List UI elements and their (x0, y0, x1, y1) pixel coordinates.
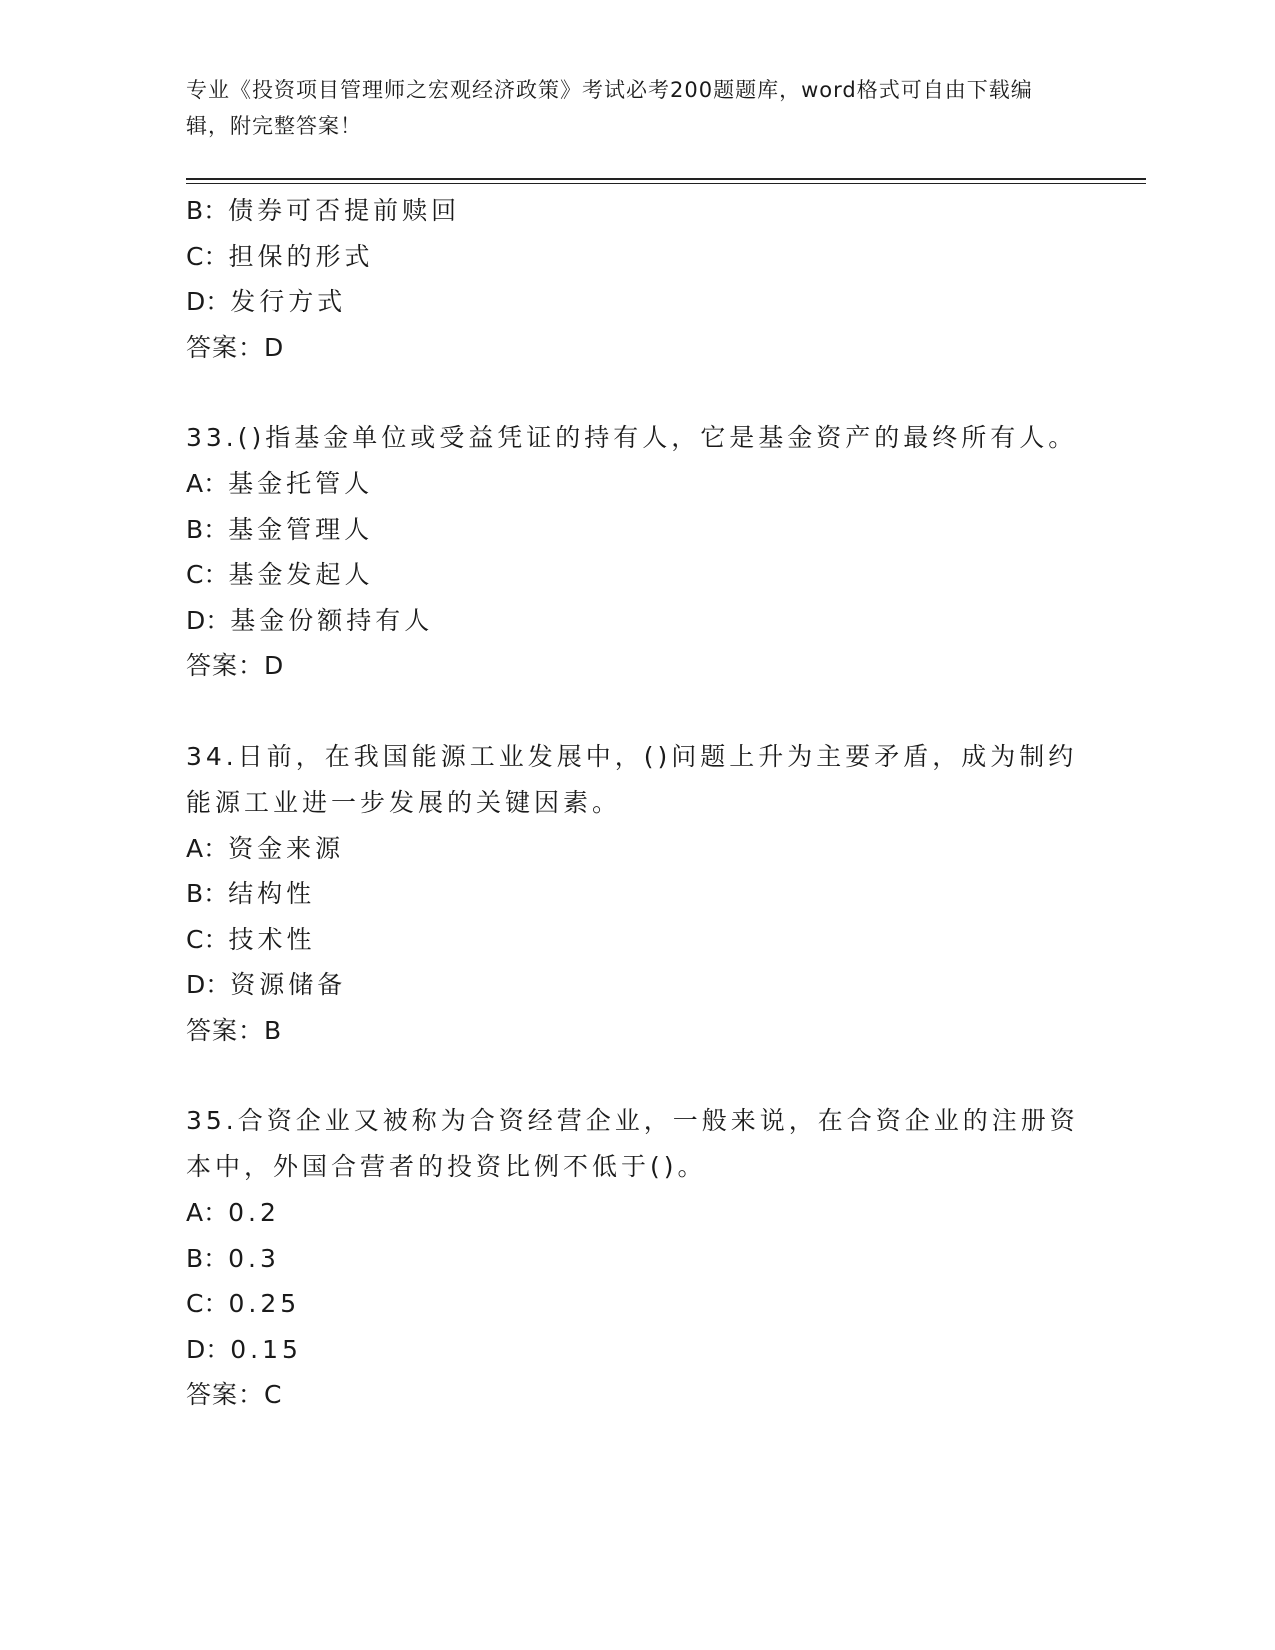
option-key: C： (186, 924, 229, 954)
option-text: 基金管理人 (228, 514, 374, 544)
option-b (186, 188, 1086, 234)
option-text: 结构性 (228, 879, 316, 908)
option-text: 债券可否提前赎回 (228, 196, 461, 225)
option-key: D： (186, 605, 231, 635)
option-text: 基金份额持有人 (230, 605, 434, 635)
option-key: D： (186, 287, 231, 316)
option-key: C： (186, 1289, 229, 1318)
option-b (186, 507, 1086, 553)
option-key: C： (186, 241, 229, 271)
question-partial (186, 188, 1086, 370)
option-text: 基金托管人 (228, 469, 374, 498)
option-key: A： (186, 833, 229, 863)
header-rule-thick (186, 178, 1146, 180)
option-key: D： (186, 1334, 231, 1364)
question-stem: 35.合资企业又被称为合资经营企业，一般来说，在合资企业的注册资本中，外国合营者的投资比例不低于()。 (186, 1106, 1079, 1181)
question-stem: 34.日前，在我国能源工业发展中，()问题上升为主要矛盾，成为制约能源工业进一步发展的关键因素。 (186, 741, 1078, 817)
option-text: 0.2 (228, 1198, 280, 1227)
option-key: B： (186, 1243, 229, 1273)
option-text: 0.15 (230, 1334, 302, 1364)
option-d (186, 598, 1086, 644)
option-text: 基金发起人 (228, 560, 374, 589)
option-text: 资源储备 (230, 970, 347, 999)
answer: 答案：D (186, 332, 285, 362)
option-key: B： (186, 196, 229, 225)
option-a (186, 826, 1086, 872)
option-text: 0.25 (228, 1289, 301, 1318)
option-d (186, 1327, 1086, 1373)
option-d (186, 279, 1086, 325)
answer: 答案：D (186, 651, 285, 680)
option-b (186, 871, 1086, 917)
option-a (186, 1190, 1086, 1236)
option-text: 技术性 (228, 924, 316, 954)
option-key: C： (186, 560, 229, 589)
option-text: 发行方式 (230, 287, 347, 316)
option-key: B： (186, 879, 229, 908)
answer: 答案：B (186, 1015, 283, 1045)
option-key: B： (186, 514, 229, 544)
option-key: A： (186, 469, 229, 498)
question-35 (186, 1098, 1086, 1418)
question-34 (186, 734, 1086, 1054)
page-header: 专业《投资项目管理师之宏观经济政策》考试必考200题题库，word格式可自由下载编辑，附完整答案！ (186, 78, 1033, 138)
option-c (186, 1281, 1086, 1327)
option-c (186, 917, 1086, 963)
question-list (186, 188, 1086, 1463)
answer: 答案：C (186, 1380, 283, 1409)
option-b (186, 1236, 1086, 1282)
option-text: 0.3 (228, 1243, 280, 1273)
option-d (186, 962, 1086, 1008)
option-text: 资金来源 (228, 833, 345, 863)
option-text: 担保的形式 (228, 241, 374, 271)
header-rule-thin (186, 183, 1146, 184)
option-a (186, 461, 1086, 507)
option-c (186, 552, 1086, 598)
option-key: D： (186, 970, 231, 999)
option-key: A： (186, 1198, 229, 1227)
question-33 (186, 415, 1086, 689)
option-c (186, 234, 1086, 280)
question-stem: 33.()指基金单位或受益凭证的持有人，它是基金资产的最终所有人。 (186, 423, 1078, 452)
